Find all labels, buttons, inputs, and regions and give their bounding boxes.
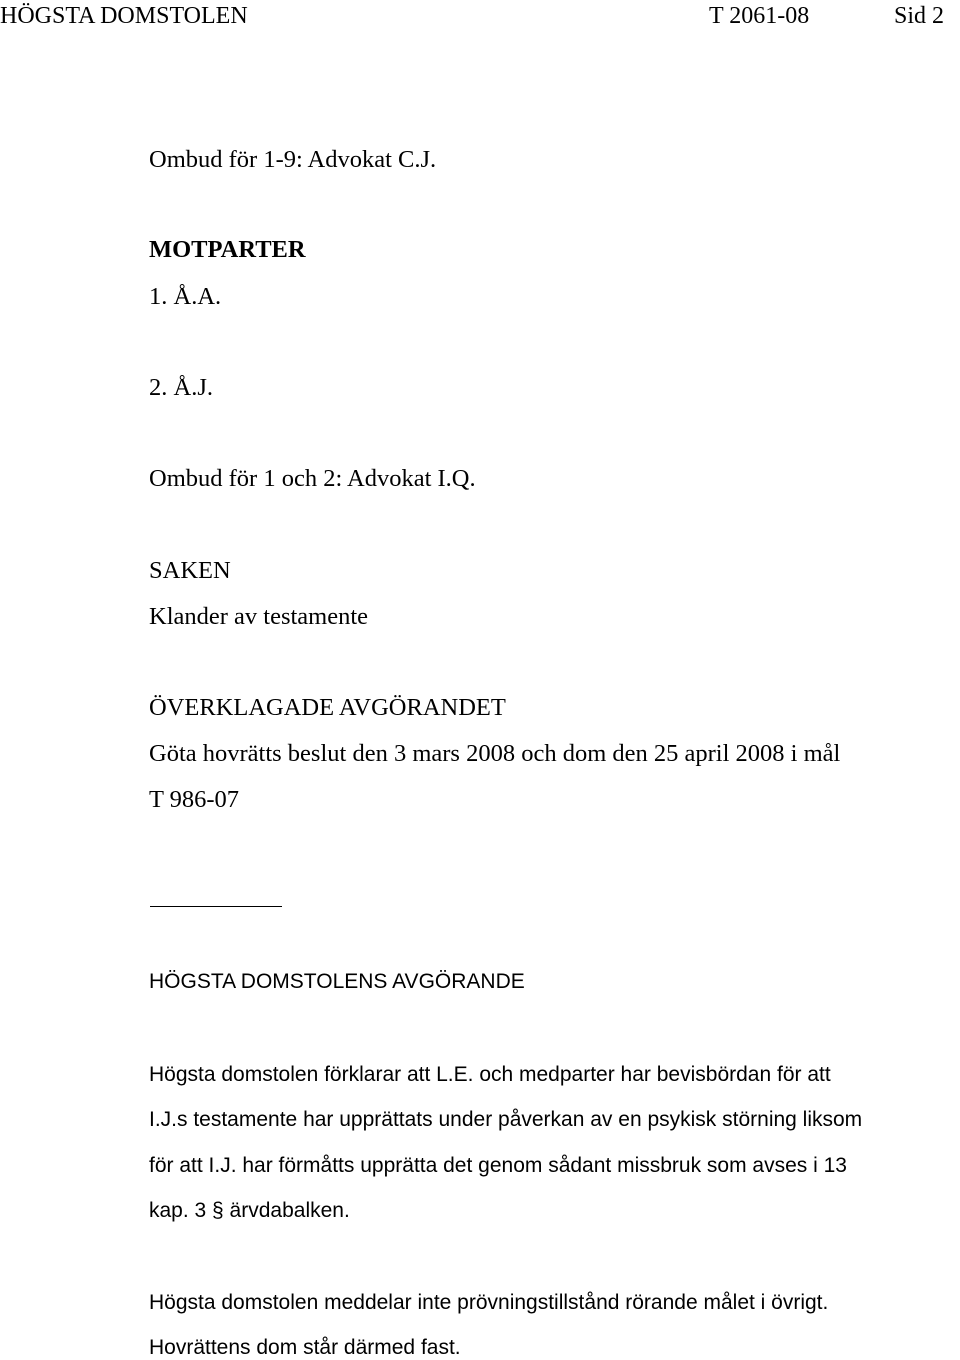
appealed-decision-line-1: Göta hovrätts beslut den 3 mars 2008 och dom den 25 april 2008 i mål — [149, 740, 841, 767]
header-case-number: T 2061-08 — [709, 3, 810, 29]
header-court-name: HÖGSTA DOMSTOLEN — [0, 3, 248, 29]
matter-heading: SAKEN — [149, 557, 231, 584]
counsel-line-1-2: Ombud för 1 och 2: Advokat I.Q. — [149, 465, 476, 492]
ruling-paragraph-1-line: kap. 3 § ärvdabalken. — [149, 1199, 350, 1222]
header-page-number: Sid 2 — [894, 3, 945, 29]
ruling-paragraph-2-line: Hovrättens dom står därmed fast. — [149, 1336, 461, 1359]
section-divider — [150, 906, 282, 907]
ruling-paragraph-1-line: för att I.J. har förmåtts upprätta det genom sådant missbruk som avses i 13 — [149, 1154, 847, 1177]
matter-text: Klander av testamente — [149, 603, 369, 630]
opponent-1: 1. Å.A. — [149, 283, 222, 310]
ruling-paragraph-2-line: Högsta domstolen meddelar inte prövningstillstånd rörande målet i övrigt. — [149, 1291, 829, 1314]
counsel-line-1-9: Ombud för 1-9: Advokat C.J. — [149, 146, 437, 173]
appealed-decision-heading: ÖVERKLAGADE AVGÖRANDET — [149, 694, 506, 721]
opponent-2: 2. Å.J. — [149, 374, 213, 401]
ruling-heading: HÖGSTA DOMSTOLENS AVGÖRANDE — [149, 970, 525, 993]
opponents-heading: MOTPARTER — [149, 236, 306, 263]
appealed-decision-line-2: T 986-07 — [149, 786, 240, 813]
ruling-paragraph-1-line: Högsta domstolen förklarar att L.E. och medparter har bevisbördan för att — [149, 1063, 831, 1086]
ruling-paragraph-1-line: I.J.s testamente har upprättats under påverkan av en psykisk störning liksom — [149, 1108, 863, 1131]
